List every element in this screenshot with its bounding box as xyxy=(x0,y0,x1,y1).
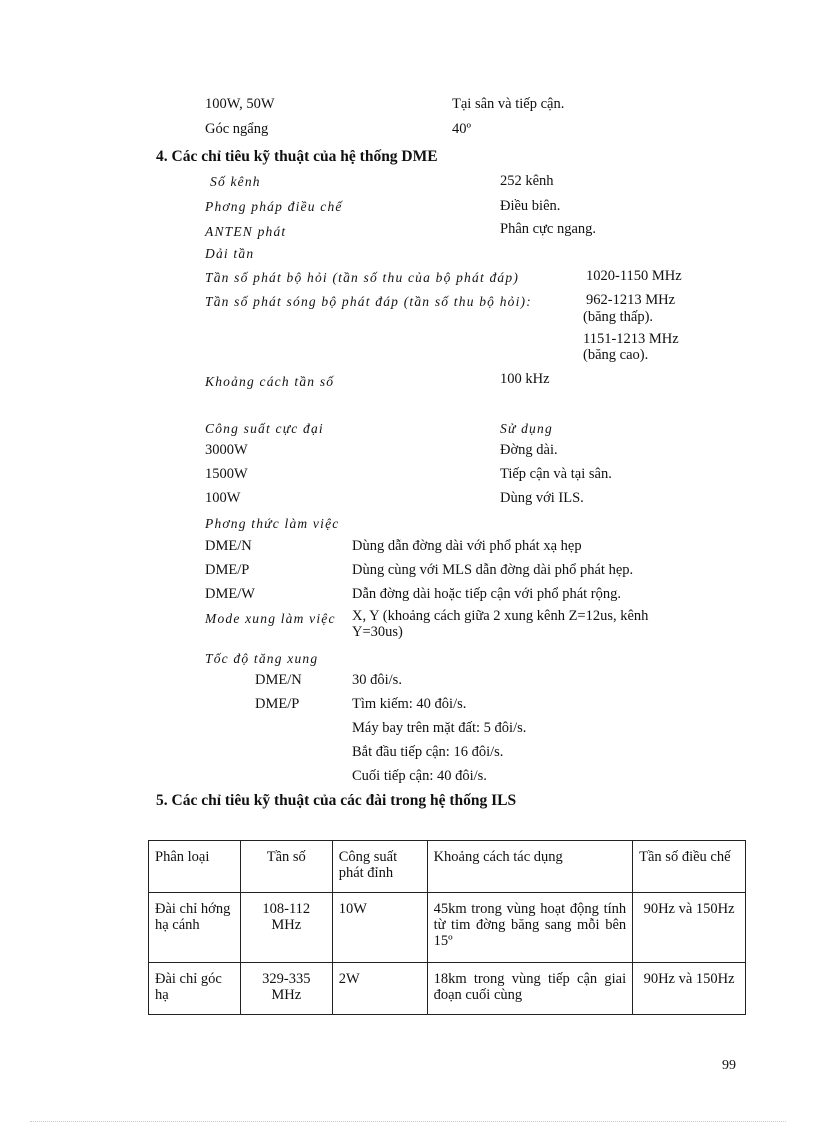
row2-type: Đài chỉ góc hạ xyxy=(149,963,241,1015)
pulse-rate-n-value: 30 đôi/s. xyxy=(352,672,402,688)
pulse-mode-label: Mode xung làm việc xyxy=(205,611,336,626)
ils-table xyxy=(148,840,746,1015)
pulse-rate-p-value-3: Bắt đầu tiếp cận: 16 đôi/s. xyxy=(352,744,504,760)
transponder-high-note: (băng cao). xyxy=(583,347,649,363)
mode-1-name: DME/N xyxy=(205,538,252,554)
antenna-value: Phân cực ngang. xyxy=(500,221,597,237)
power-label: Công suất cực đại xyxy=(205,421,324,436)
top-row2-right: 40º xyxy=(452,121,471,137)
power-row-3-power: 100W xyxy=(205,490,241,506)
channels-value: 252 kênh xyxy=(500,173,554,189)
antenna-label: ANTEN phát xyxy=(205,224,287,239)
section5-heading: 5. Các chỉ tiêu kỹ thuật của các đài trong hệ thống ILS xyxy=(156,792,517,809)
pulse-rate-p-value-2: Máy bay trên mặt đất: 5 đôi/s. xyxy=(352,720,527,736)
modulation-value: Điều biên. xyxy=(500,198,561,214)
power-row-1-power: 3000W xyxy=(205,442,248,458)
mode-1-desc: Dùng dẫn đờng dài với phổ phát xạ hẹp xyxy=(352,538,582,554)
row1-power: 10W xyxy=(332,893,427,963)
band-label: Dải tần xyxy=(205,246,255,261)
header-frequency: Tần số xyxy=(240,841,332,893)
row1-mod-frequency: 90Hz và 150Hz xyxy=(633,893,746,963)
section4-heading: 4. Các chỉ tiêu kỹ thuật của hệ thống DME xyxy=(156,148,438,165)
page-number: 99 xyxy=(722,1058,736,1073)
pulse-rate-p-value-1: Tìm kiếm: 40 đôi/s. xyxy=(352,696,467,712)
mode-3-desc: Dẫn đờng dài hoặc tiếp cận với phổ phát rộng. xyxy=(352,586,622,602)
table-header-row xyxy=(149,841,746,893)
row1-range: 45km trong vùng hoạt động tính từ tim đờng băng sang mỗi bên 15º xyxy=(427,893,633,963)
spacing-label: Khoảng cách tần số xyxy=(205,374,335,389)
row2-power: 2W xyxy=(332,963,427,1015)
transponder-low: 962-1213 MHz xyxy=(586,292,676,308)
row2-mod-frequency: 90Hz và 150Hz xyxy=(633,963,746,1015)
header-peak-power: Công suất phát đỉnh xyxy=(332,841,427,893)
table-row xyxy=(149,963,746,1015)
pulse-rate-n-label: DME/N xyxy=(255,672,302,688)
mode-2-desc: Dùng cùng với MLS dẫn đờng dài phổ phát hẹp. xyxy=(352,562,634,578)
pulse-rate-p-value-4: Cuối tiếp cận: 40 đôi/s. xyxy=(352,768,487,784)
interrogator-label: Tần số phát bộ hỏi (tần số thu của bộ phát đáp) xyxy=(205,270,520,285)
pulse-mode-line2: Y=30us) xyxy=(352,624,403,640)
power-row-1-use: Đờng dài. xyxy=(500,442,558,458)
header-type: Phân loại xyxy=(149,841,241,893)
top-row1-right: Tại sân và tiếp cận. xyxy=(452,96,565,112)
interrogator-value: 1020-1150 MHz xyxy=(586,268,682,284)
page-bottom-divider xyxy=(30,1121,786,1122)
use-label: Sử dụng xyxy=(500,421,553,436)
pulse-rate-label: Tốc độ tăng xung xyxy=(205,651,319,666)
mode-3-name: DME/W xyxy=(205,586,255,602)
power-row-2-power: 1500W xyxy=(205,466,248,482)
spacing-value: 100 kHz xyxy=(500,371,550,387)
pulse-mode-line1: X, Y (khoảng cách giữa 2 xung kênh Z=12us, kênh xyxy=(352,608,649,624)
mode-2-name: DME/P xyxy=(205,562,250,578)
table-row xyxy=(149,893,746,963)
top-row2-left: Góc ngẩng xyxy=(205,121,269,137)
transponder-low-note: (băng thấp). xyxy=(583,309,654,325)
transponder-label: Tần số phát sóng bộ phát đáp (tần số thu bộ hỏi): xyxy=(205,294,532,309)
row2-frequency: 329-335 MHz xyxy=(240,963,332,1015)
pulse-rate-p-label: DME/P xyxy=(255,696,300,712)
power-row-3-use: Dùng với ILS. xyxy=(500,490,584,506)
row1-frequency: 108-112 MHz xyxy=(240,893,332,963)
header-mod-frequency: Tần số điều chế xyxy=(633,841,746,893)
header-range: Khoảng cách tác dụng xyxy=(427,841,633,893)
modes-label: Phơng thức làm việc xyxy=(205,516,340,531)
modulation-label: Phơng pháp điều chế xyxy=(205,199,343,214)
row1-type: Đài chỉ hớng hạ cánh xyxy=(149,893,241,963)
top-row1-left: 100W, 50W xyxy=(205,96,275,112)
row2-range: 18km trong vùng tiếp cận giai đoạn cuối cùng xyxy=(427,963,633,1015)
channels-label: Số kênh xyxy=(210,174,261,189)
power-row-2-use: Tiếp cận và tại sân. xyxy=(500,466,612,482)
transponder-high: 1151-1213 MHz xyxy=(583,331,679,347)
